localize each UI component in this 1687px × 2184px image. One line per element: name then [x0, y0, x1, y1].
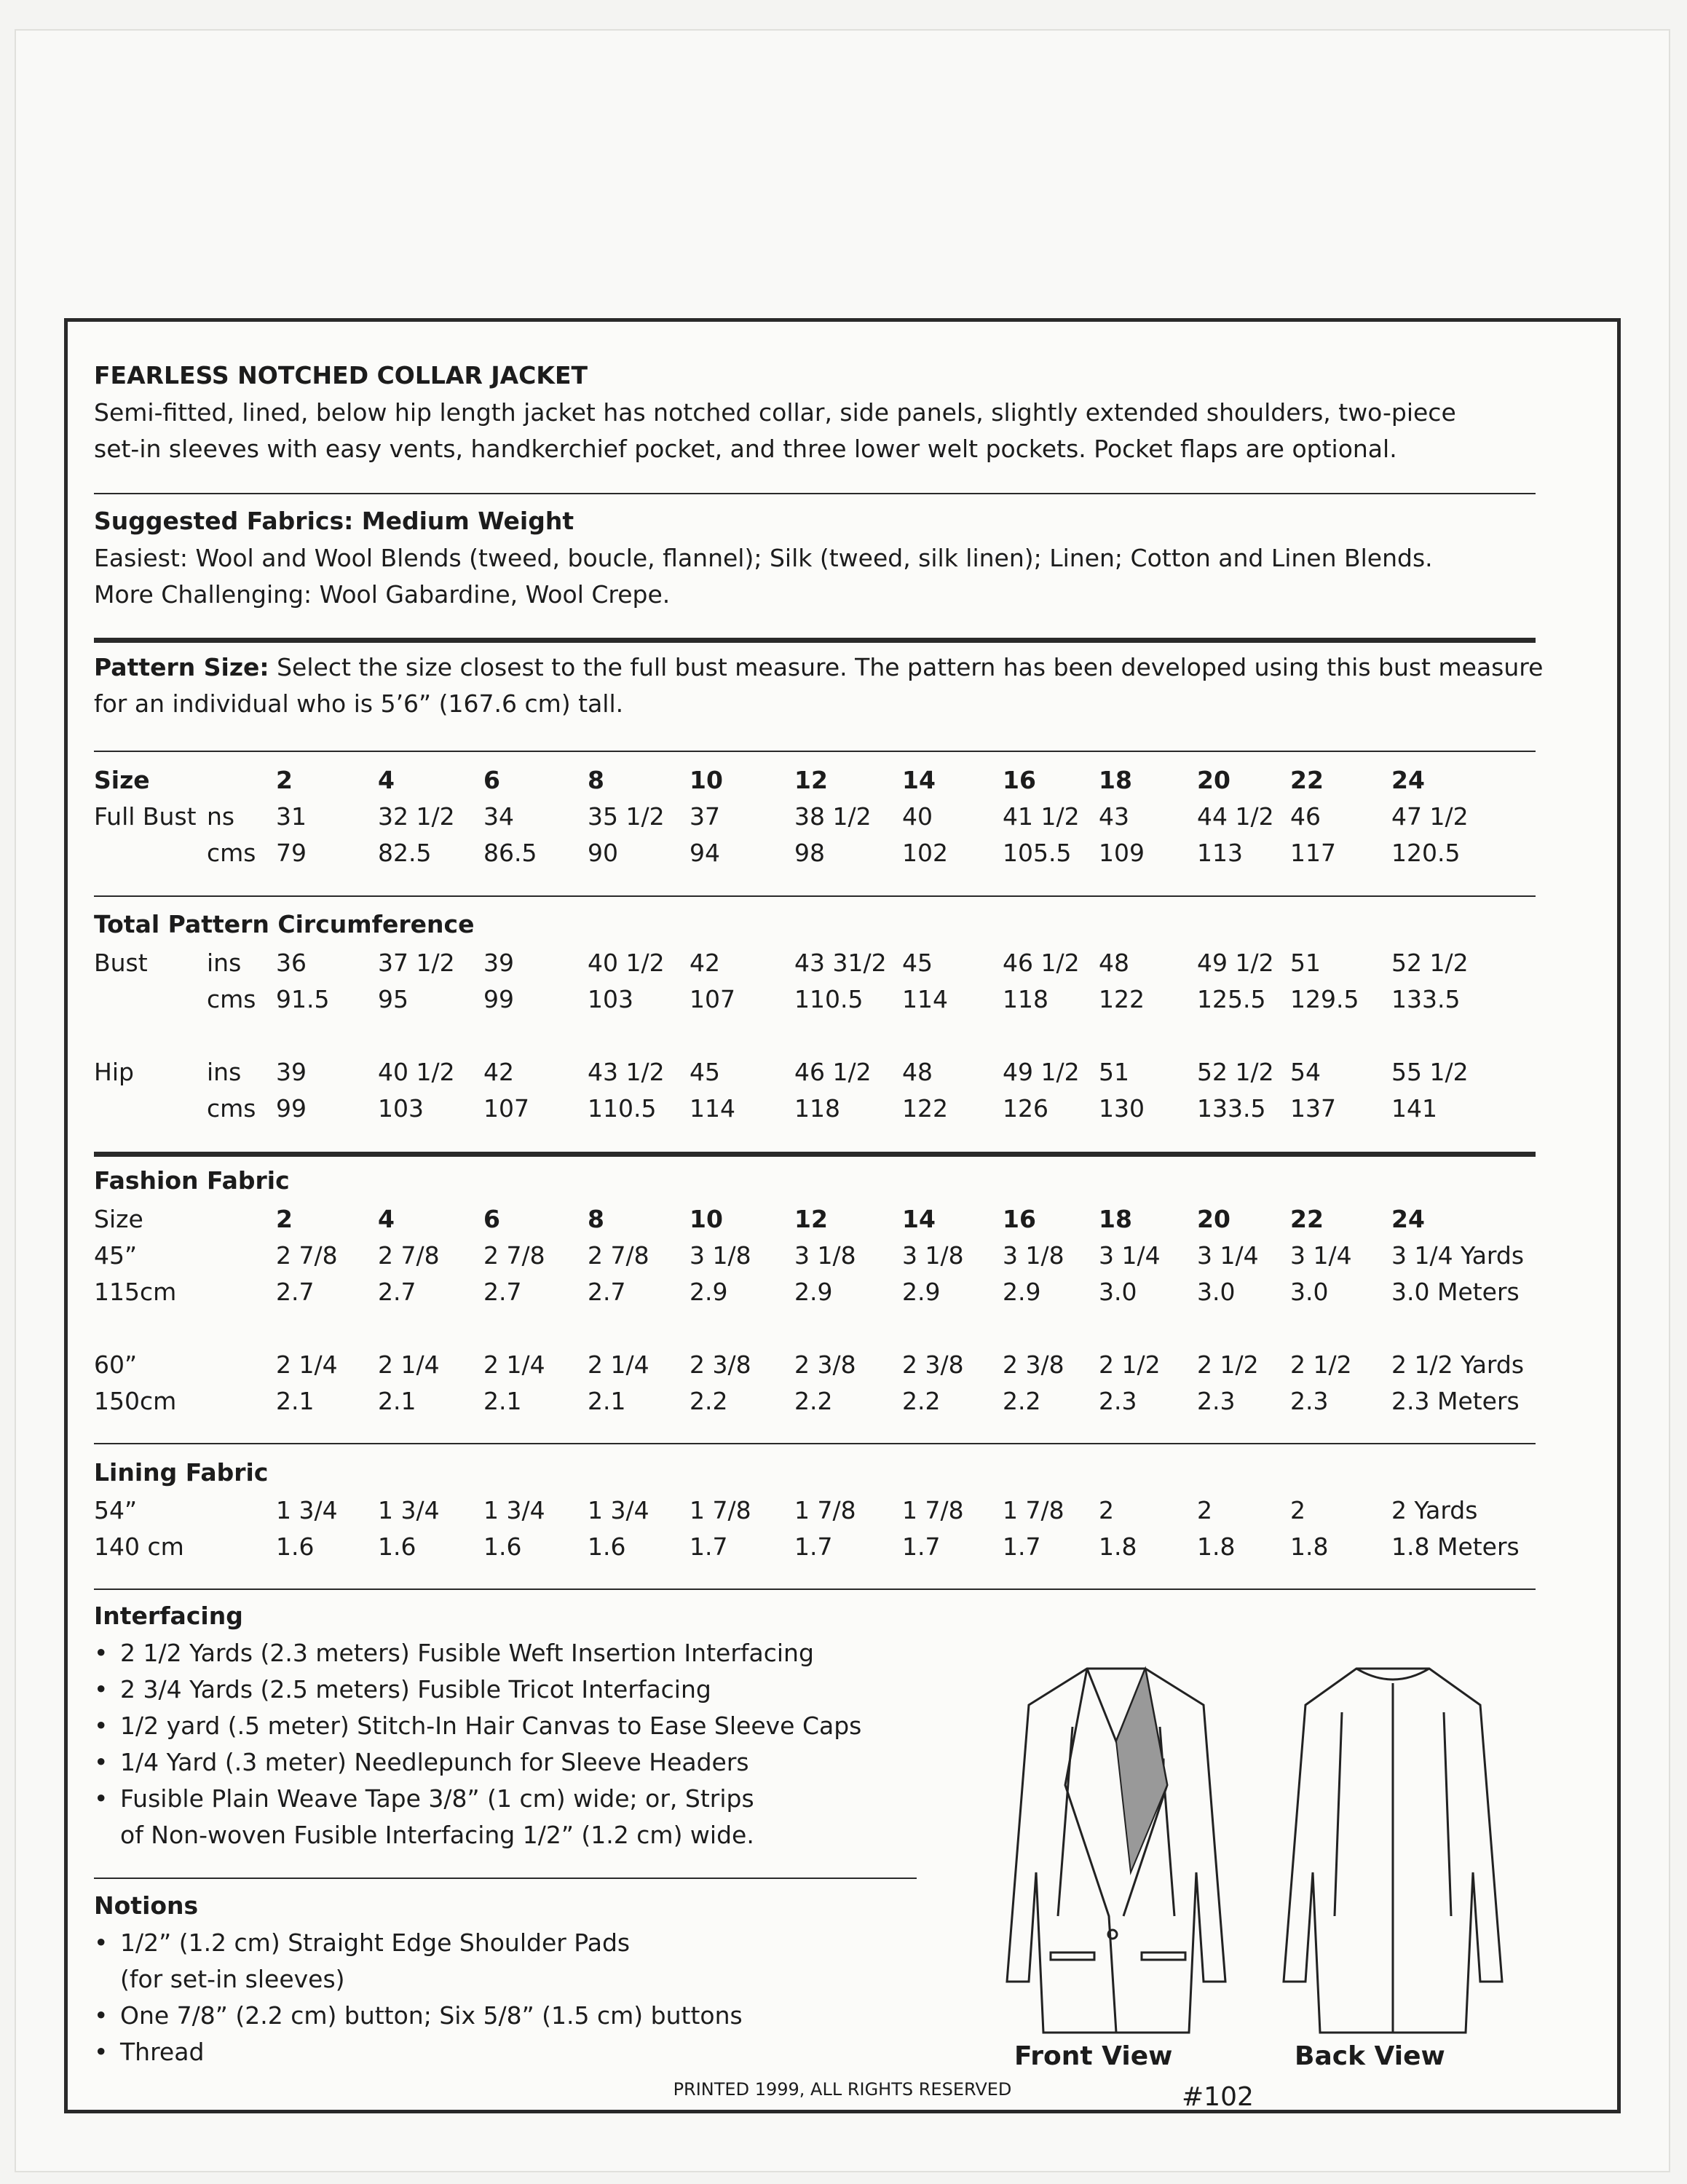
table-cell: 2 1/4: [276, 1350, 338, 1379]
table-cell: 2.1: [276, 1387, 315, 1415]
table-cell: 3 1/4: [1290, 1241, 1352, 1270]
table-row: [94, 835, 1591, 871]
table-cell: 2 1/2: [1290, 1350, 1352, 1379]
table-cell: 2 Yards: [1391, 1496, 1478, 1524]
table-cell: 3.0: [1290, 1278, 1329, 1306]
interfacing-item: [94, 1635, 931, 1671]
table-cell: 24: [1391, 1205, 1425, 1233]
table-cell: 6: [483, 1205, 500, 1233]
interfacing-item: [94, 1744, 931, 1781]
table-cell: 48: [902, 1058, 933, 1086]
table-cell: 2: [1099, 1496, 1114, 1524]
table-cell: 94: [690, 839, 720, 867]
table-cell: 2.1: [588, 1387, 626, 1415]
table-cell: 1 7/8: [794, 1496, 856, 1524]
table-cell: 20: [1197, 1205, 1230, 1233]
table-cell: 40: [902, 802, 933, 831]
table-cell: 2 1/2: [1197, 1350, 1259, 1379]
description-line-2: set-in sleeves with easy vents, handkerchief pocket, and three lower welt pockets. Pocket flaps are optional.: [94, 435, 1397, 463]
notion-item-continuation: (for set-in sleeves): [120, 1965, 345, 1993]
table-row: [94, 799, 1591, 835]
table-cell: 2.3 Meters: [1391, 1387, 1520, 1415]
table-cell: 40 1/2: [378, 1058, 455, 1086]
table-cell: 118: [1003, 985, 1048, 1013]
table-cell: 133.5: [1391, 985, 1461, 1013]
table-cell: 37: [690, 802, 720, 831]
table-cell: 122: [902, 1094, 948, 1123]
pattern-number: #102: [1182, 2082, 1254, 2112]
table-cell: 1 7/8: [690, 1496, 751, 1524]
table-cell: 35 1/2: [588, 802, 665, 831]
table-cell: 22: [1290, 766, 1324, 794]
table-row: [94, 1492, 1591, 1529]
table-cell: 2.3: [1197, 1387, 1236, 1415]
table-cell: 2 7/8: [588, 1241, 649, 1270]
table-cell: 54: [1290, 1058, 1321, 1086]
table-cell: 24: [1391, 766, 1425, 794]
table-row: [94, 762, 1591, 799]
interfacing-list: [94, 1635, 931, 1817]
table-cell: 1.6: [276, 1532, 315, 1561]
table-cell: 141: [1391, 1094, 1437, 1123]
table-row: [94, 1201, 1591, 1238]
lining-fabric-table: [94, 1492, 1591, 1565]
table-row: [94, 1274, 1591, 1310]
table-cell: 2.2: [690, 1387, 728, 1415]
table-cell: 3 1/8: [1003, 1241, 1064, 1270]
table-cell: 1.8 Meters: [1391, 1532, 1520, 1561]
table-cell: 1 3/4: [483, 1496, 545, 1524]
table-cell: 39: [276, 1058, 307, 1086]
table-cell: 8: [588, 1205, 604, 1233]
table-cell: cms: [207, 1094, 256, 1123]
table-cell: 2 7/8: [483, 1241, 545, 1270]
table-cell: 1 3/4: [378, 1496, 440, 1524]
table-cell: 2: [276, 1205, 293, 1233]
table-cell: 2.7: [483, 1278, 522, 1306]
table-cell: ins: [207, 1058, 242, 1086]
notion-item: • Thread: [94, 2038, 205, 2066]
fabrics-easiest: Easiest: Wool and Wool Blends (tweed, boucle, flannel); Silk (tweed, silk linen); Linen; Cotton and Linen Blends.: [94, 544, 1433, 572]
pattern-title: FEARLESS NOTCHED COLLAR JACKET: [94, 361, 588, 389]
table-cell: 51: [1099, 1058, 1129, 1086]
table-cell: 110.5: [794, 985, 864, 1013]
table-cell: Size: [94, 766, 150, 794]
divider: [94, 1588, 1536, 1590]
table-row: [94, 945, 1591, 981]
table-cell: 2.1: [483, 1387, 522, 1415]
table-cell: 36: [276, 949, 307, 977]
divider: [94, 751, 1536, 752]
table-cell: 1.8: [1197, 1532, 1236, 1561]
table-cell: 60”: [94, 1350, 138, 1379]
pattern-size-label: Pattern Size:: [94, 653, 269, 681]
divider: [94, 493, 1536, 494]
table-cell: 2: [1290, 1496, 1305, 1524]
table-cell: 114: [902, 985, 948, 1013]
table-cell: cms: [207, 839, 256, 867]
table-cell: 22: [1290, 1205, 1324, 1233]
divider: [94, 1878, 917, 1879]
table-cell: 45: [690, 1058, 720, 1086]
table-cell: Hip: [94, 1058, 134, 1086]
divider: [94, 1443, 1536, 1444]
table-cell: 90: [588, 839, 618, 867]
table-cell: 2.2: [902, 1387, 941, 1415]
thick-divider: [94, 1152, 1536, 1157]
table-cell: 3 1/4 Yards: [1391, 1241, 1525, 1270]
table-row: [94, 1347, 1591, 1383]
table-cell: 10: [690, 766, 723, 794]
table-cell: 2.9: [690, 1278, 728, 1306]
copyright-footer: PRINTED 1999, ALL RIGHTS RESERVED: [673, 2079, 1012, 2100]
notions-section: [94, 1887, 931, 2070]
table-cell: 47 1/2: [1391, 802, 1469, 831]
table-cell: 133.5: [1197, 1094, 1266, 1123]
table-cell: 2 3/8: [1003, 1350, 1064, 1379]
table-cell: 3 1/8: [902, 1241, 964, 1270]
table-cell: 2.1: [378, 1387, 416, 1415]
table-cell: 34: [483, 802, 514, 831]
interfacing-section: [94, 1597, 931, 1853]
table-cell: 3.0: [1099, 1278, 1137, 1306]
table-cell: 1 7/8: [1003, 1496, 1064, 1524]
table-cell: 4: [378, 766, 395, 794]
table-row: [94, 1054, 1591, 1091]
interfacing-item-text: 1/4 Yard (.3 meter) Needlepunch for Sleeve Headers: [120, 1748, 749, 1776]
table-cell: 54”: [94, 1496, 138, 1524]
notion-item: • 1/2” (1.2 cm) Straight Edge Shoulder Pads: [94, 1928, 631, 1957]
pattern-info-sheet: [64, 318, 1621, 2113]
table-cell: 42: [483, 1058, 514, 1086]
description-line-1: Semi-fitted, lined, below hip length jacket has notched collar, side panels, slightly extended shoulders, two-piece: [94, 398, 1456, 427]
table-cell: 43: [1099, 802, 1129, 831]
table-cell: 6: [483, 766, 500, 794]
table-cell: 137: [1290, 1094, 1336, 1123]
table-cell: 122: [1099, 985, 1145, 1013]
table-cell: 10: [690, 1205, 723, 1233]
table-cell: 117: [1290, 839, 1336, 867]
table-cell: 103: [588, 985, 633, 1013]
table-row: [94, 1238, 1591, 1274]
pattern-size-text: Select the size closest to the full bust measure. The pattern has been developed using this bust measure: [269, 653, 1544, 681]
table-cell: 14: [902, 1205, 936, 1233]
table-cell: 43 31/2: [794, 949, 887, 977]
table-cell: 113: [1197, 839, 1243, 867]
bullet: •: [94, 1748, 108, 1776]
bullet: •: [94, 1784, 108, 1813]
table-cell: 129.5: [1290, 985, 1359, 1013]
interfacing-item: [94, 1671, 931, 1708]
table-cell: 31: [276, 802, 307, 831]
table-cell: 82.5: [378, 839, 432, 867]
table-cell: 52 1/2: [1391, 949, 1469, 977]
table-cell: 150cm: [94, 1387, 177, 1415]
fashion-fabric-heading-wrap: [94, 1162, 1591, 1200]
interfacing-item-text: 1/2 yard (.5 meter) Stitch-In Hair Canvas to Ease Sleeve Caps: [120, 1712, 862, 1740]
lining-fabric-heading-wrap: [94, 1454, 1591, 1492]
table-cell: 12: [794, 1205, 828, 1233]
table-cell: 37 1/2: [378, 949, 455, 977]
table-cell: 130: [1099, 1094, 1145, 1123]
divider: [94, 895, 1536, 897]
table-cell: 1.6: [378, 1532, 416, 1561]
table-cell: 1 3/4: [276, 1496, 338, 1524]
notions-list: [94, 1925, 931, 2070]
notions-heading: Notions: [94, 1891, 199, 1920]
size-table: [94, 762, 1591, 871]
table-cell: 2.3: [1099, 1387, 1137, 1415]
interfacing-item: [94, 1781, 931, 1817]
table-cell: 2.2: [1003, 1387, 1041, 1415]
table-cell: 43 1/2: [588, 1058, 665, 1086]
table-cell: 38 1/2: [794, 802, 872, 831]
bullet: •: [94, 1712, 108, 1740]
table-cell: 103: [378, 1094, 424, 1123]
table-cell: 46 1/2: [794, 1058, 872, 1086]
interfacing-continuation: of Non-woven Fusible Interfacing 1/2” (1.2 cm) wide.: [120, 1821, 754, 1849]
table-cell: 120.5: [1391, 839, 1461, 867]
table-cell: 2.9: [902, 1278, 941, 1306]
table-cell: 1.7: [794, 1532, 833, 1561]
table-cell: 2 1/4: [378, 1350, 440, 1379]
table-cell: 32 1/2: [378, 802, 455, 831]
bullet: •: [94, 1675, 108, 1704]
table-cell: 99: [483, 985, 514, 1013]
interfacing-heading: Interfacing: [94, 1602, 243, 1630]
table-cell: 3 1/8: [794, 1241, 856, 1270]
table-cell: 3 1/4: [1197, 1241, 1259, 1270]
table-row: [94, 1529, 1591, 1565]
table-row: [94, 1091, 1591, 1127]
table-cell: 1.7: [1003, 1532, 1041, 1561]
table-cell: 49 1/2: [1003, 1058, 1080, 1086]
table-cell: 18: [1099, 766, 1132, 794]
table-cell: 45”: [94, 1241, 138, 1270]
table-cell: 1.8: [1099, 1532, 1137, 1561]
bullet: •: [94, 1639, 108, 1667]
table-cell: Bust: [94, 949, 148, 977]
table-cell: 126: [1003, 1094, 1048, 1123]
table-cell: 110.5: [588, 1094, 657, 1123]
table-row: [94, 981, 1591, 1018]
table-cell: 4: [378, 1205, 395, 1233]
pattern-size-section: [94, 649, 1591, 722]
table-cell: 2: [1197, 1496, 1212, 1524]
table-cell: 86.5: [483, 839, 537, 867]
table-cell: 1.7: [690, 1532, 728, 1561]
table-cell: 2 7/8: [276, 1241, 338, 1270]
fabrics-heading: Suggested Fabrics: Medium Weight: [94, 507, 574, 535]
table-cell: 125.5: [1197, 985, 1266, 1013]
back-view-illustration: [1262, 1654, 1524, 2040]
table-cell: 2.9: [1003, 1278, 1041, 1306]
table-cell: 1.8: [1290, 1532, 1329, 1561]
table-cell: 18: [1099, 1205, 1132, 1233]
table-cell: 14: [902, 766, 936, 794]
table-cell: ins: [207, 949, 242, 977]
table-cell: 2.7: [378, 1278, 416, 1306]
table-cell: 20: [1197, 766, 1230, 794]
table-cell: 2: [276, 766, 293, 794]
table-cell: 79: [276, 839, 307, 867]
circumference-table: [94, 945, 1591, 1127]
table-cell: 107: [483, 1094, 529, 1123]
table-cell: 2 1/4: [483, 1350, 545, 1379]
circumference-heading: Total Pattern Circumference: [94, 910, 475, 938]
table-cell: 109: [1099, 839, 1145, 867]
table-cell: 46 1/2: [1003, 949, 1080, 977]
interfacing-item-text: 2 1/2 Yards (2.3 meters) Fusible Weft Insertion Interfacing: [120, 1639, 814, 1667]
table-cell: Size: [94, 1205, 143, 1233]
table-cell: 2 1/2: [1099, 1350, 1161, 1379]
circumference-heading-wrap: [94, 906, 1591, 943]
table-cell: 3 1/4: [1099, 1241, 1161, 1270]
table-cell: 98: [794, 839, 825, 867]
fabrics-challenging: More Challenging: Wool Gabardine, Wool Crepe.: [94, 580, 671, 609]
table-cell: 1.6: [483, 1532, 522, 1561]
table-cell: 12: [794, 766, 828, 794]
table-cell: Full Bust: [94, 802, 197, 831]
interfacing-item-text: Fusible Plain Weave Tape 3/8” (1 cm) wide; or, Strips: [120, 1784, 754, 1813]
table-cell: 46: [1290, 802, 1321, 831]
table-cell: 41 1/2: [1003, 802, 1080, 831]
lining-fabric-heading: Lining Fabric: [94, 1458, 269, 1487]
table-cell: ns: [207, 802, 235, 831]
table-cell: 40 1/2: [588, 949, 665, 977]
table-cell: 118: [794, 1094, 840, 1123]
table-cell: 2.7: [276, 1278, 315, 1306]
table-cell: 91.5: [276, 985, 330, 1013]
table-cell: 114: [690, 1094, 735, 1123]
interfacing-item: [94, 1708, 931, 1744]
table-cell: cms: [207, 985, 256, 1013]
pattern-size-text-2: for an individual who is 5’6” (167.6 cm) tall.: [94, 689, 624, 718]
table-cell: 1 7/8: [902, 1496, 964, 1524]
table-cell: 45: [902, 949, 933, 977]
table-cell: 105.5: [1003, 839, 1072, 867]
table-cell: 55 1/2: [1391, 1058, 1469, 1086]
table-cell: 2 7/8: [378, 1241, 440, 1270]
table-cell: 16: [1003, 1205, 1036, 1233]
table-cell: 51: [1290, 949, 1321, 977]
back-view-caption: Back View: [1295, 2041, 1445, 2071]
table-cell: 1 3/4: [588, 1496, 649, 1524]
front-view-illustration: [985, 1654, 1247, 2040]
table-cell: 99: [276, 1094, 307, 1123]
table-cell: 2 1/2 Yards: [1391, 1350, 1525, 1379]
table-cell: 16: [1003, 766, 1036, 794]
table-cell: 39: [483, 949, 514, 977]
table-cell: 140 cm: [94, 1532, 184, 1561]
table-cell: 1.6: [588, 1532, 626, 1561]
table-cell: 3.0: [1197, 1278, 1236, 1306]
table-cell: 2.2: [794, 1387, 833, 1415]
thick-divider: [94, 638, 1536, 643]
table-cell: 49 1/2: [1197, 949, 1274, 977]
table-cell: 2.3: [1290, 1387, 1329, 1415]
table-cell: 2 3/8: [690, 1350, 751, 1379]
table-row: [94, 1383, 1591, 1420]
fashion-fabric-heading: Fashion Fabric: [94, 1166, 290, 1195]
table-cell: 8: [588, 766, 604, 794]
table-cell: 2.7: [588, 1278, 626, 1306]
table-cell: 1.7: [902, 1532, 941, 1561]
table-cell: 3 1/8: [690, 1241, 751, 1270]
table-cell: 3.0 Meters: [1391, 1278, 1520, 1306]
table-cell: 2.9: [794, 1278, 833, 1306]
front-view-caption: Front View: [1014, 2041, 1173, 2071]
table-cell: 52 1/2: [1197, 1058, 1274, 1086]
table-cell: 95: [378, 985, 408, 1013]
suggested-fabrics-section: [94, 502, 1591, 613]
description-section: [94, 357, 1591, 467]
table-cell: 48: [1099, 949, 1129, 977]
table-cell: 115cm: [94, 1278, 177, 1306]
table-cell: 42: [690, 949, 720, 977]
table-cell: 2 1/4: [588, 1350, 649, 1379]
table-cell: 107: [690, 985, 735, 1013]
table-cell: 2 3/8: [794, 1350, 856, 1379]
table-cell: 2 3/8: [902, 1350, 964, 1379]
notion-item: • One 7/8” (2.2 cm) button; Six 5/8” (1.5 cm) buttons: [94, 2001, 743, 2030]
table-cell: 102: [902, 839, 948, 867]
interfacing-item-text: 2 3/4 Yards (2.5 meters) Fusible Tricot Interfacing: [120, 1675, 711, 1704]
fashion-fabric-table: [94, 1201, 1591, 1420]
table-cell: 44 1/2: [1197, 802, 1274, 831]
